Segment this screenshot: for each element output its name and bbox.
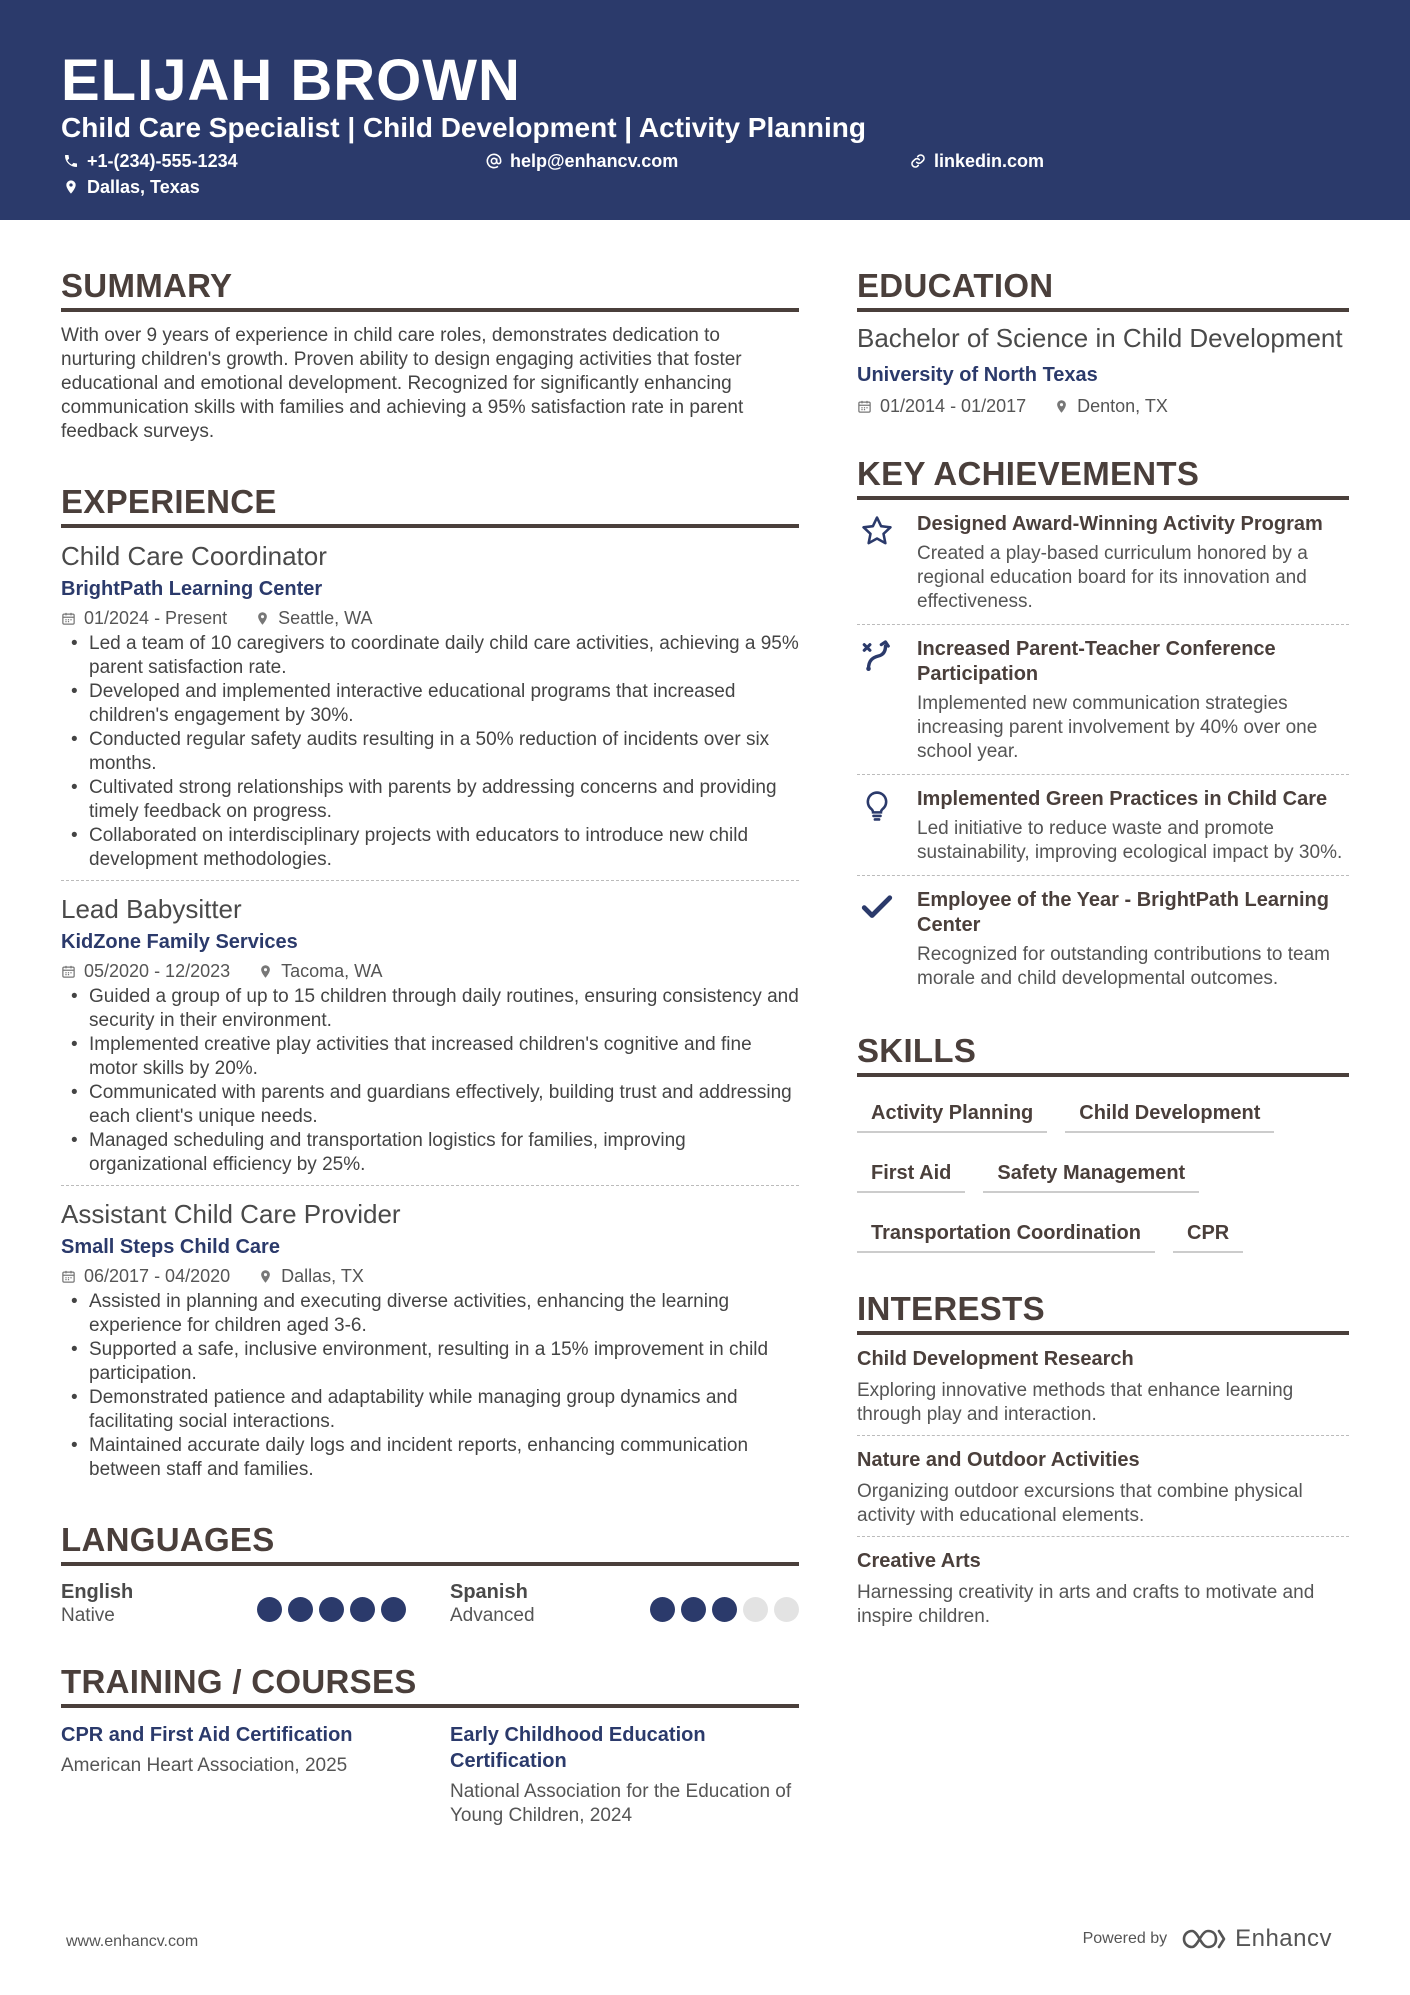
interest-desc: Exploring innovative methods that enhance learning through play and interaction.	[857, 1380, 1294, 1425]
rating-dot-filled	[288, 1597, 313, 1622]
skill-tag: Child Development	[1065, 1095, 1274, 1133]
calendar-icon	[61, 1269, 76, 1284]
bullet-item: • Communicated with parents and guardians effectively, building trust and addressing each client's unique needs.	[61, 1081, 799, 1129]
summary-section	[61, 266, 799, 444]
email-text: help@enhancv.com	[510, 151, 679, 171]
job-bullets	[61, 632, 799, 872]
interest-item	[857, 1335, 1349, 1435]
rating-dot-empty	[743, 1597, 768, 1622]
calendar-icon	[61, 964, 76, 979]
job-title: Lead Babysitter	[61, 894, 242, 924]
job-meta	[61, 959, 799, 983]
job-bullets	[61, 985, 799, 1177]
job-location: Dallas, TX	[281, 1266, 364, 1286]
achievement-title: Employee of the Year - BrightPath Learning Center	[917, 889, 1329, 936]
job-title: Child Care Coordinator	[61, 541, 327, 571]
training-title: Early Childhood Education Certification	[450, 1724, 706, 1772]
achievement-item	[857, 500, 1349, 624]
achievement-title: Implemented Green Practices in Child Care	[917, 788, 1328, 810]
education-dates: 01/2014 - 01/2017	[880, 396, 1027, 416]
calendar-icon	[61, 611, 76, 626]
location-pin-icon	[258, 964, 273, 979]
left-column	[61, 266, 799, 1866]
experience-section	[61, 482, 799, 1490]
rating-dot-filled	[319, 1597, 344, 1622]
section-title: EDUCATION	[857, 266, 1349, 312]
training-org: National Association for the Education of Young Children, 2024	[450, 1781, 792, 1826]
achievement-item	[857, 624, 1349, 774]
language-item	[61, 1580, 450, 1628]
education-meta	[857, 394, 1349, 418]
bullet-item: • Cultivated strong relationships with parents by addressing concerns and providing timely feedback on progress.	[61, 776, 799, 824]
bullet-item: • Implemented creative play activities that increased children's cognitive and fine motor skills by 20%.	[61, 1033, 799, 1081]
interest-title: Nature and Outdoor Activities	[857, 1449, 1140, 1471]
contact-location	[63, 176, 200, 198]
interest-item	[857, 1536, 1349, 1637]
brand-logo	[1181, 1925, 1332, 1953]
language-level: Advanced	[450, 1605, 535, 1626]
section-title: SUMMARY	[61, 266, 799, 312]
skills-section	[857, 1031, 1349, 1253]
bullet-item: • Supported a safe, inclusive environment, resulting in a 15% improvement in child participation.	[61, 1338, 799, 1386]
language-name: English	[61, 1581, 134, 1603]
job-dates: 01/2024 - Present	[84, 608, 228, 628]
interest-title: Creative Arts	[857, 1550, 981, 1572]
rating-dot-filled	[381, 1597, 406, 1622]
candidate-name: ELIJAH BROWN	[61, 48, 521, 113]
bullet-item: • Conducted regular safety audits resulting in a 50% reduction of incidents over six months.	[61, 728, 799, 776]
skill-tag: Transportation Coordination	[857, 1215, 1155, 1253]
rating-dot-empty	[774, 1597, 799, 1622]
training-item	[61, 1722, 450, 1828]
job-dates: 05/2020 - 12/2023	[84, 961, 231, 981]
right-column	[857, 266, 1349, 1675]
job-meta	[61, 606, 799, 630]
school-name: University of North Texas	[857, 364, 1098, 386]
achievement-title: Designed Award-Winning Activity Program	[917, 513, 1323, 535]
language-level: Native	[61, 1605, 115, 1626]
training-list	[61, 1722, 799, 1828]
route-icon	[860, 639, 894, 673]
language-rating	[650, 1590, 799, 1628]
bullet-item: • Collaborated on interdisciplinary projects with educators to introduce new child development methodologies.	[61, 824, 799, 872]
brand-name: Enhancv	[1235, 1925, 1332, 1952]
training-section	[61, 1662, 799, 1828]
location-text: Dallas, Texas	[87, 177, 200, 197]
training-title: CPR and First Aid Certification	[61, 1724, 353, 1746]
rating-dot-filled	[681, 1597, 706, 1622]
bullet-item: • Guided a group of up to 15 children through daily routines, ensuring consistency and security in their environment.	[61, 985, 799, 1033]
location-pin-icon	[258, 1269, 273, 1284]
rating-dot-filled	[712, 1597, 737, 1622]
job-entry	[61, 880, 799, 1185]
interest-desc: Harnessing creativity in arts and crafts to motivate and inspire children.	[857, 1582, 1315, 1627]
achievement-item	[857, 875, 1349, 1001]
job-meta	[61, 1264, 799, 1288]
job-title: Assistant Child Care Provider	[61, 1199, 401, 1229]
bullet-item: • Maintained accurate daily logs and incident reports, enhancing communication between staff and families.	[61, 1434, 799, 1482]
skill-tag: CPR	[1173, 1215, 1243, 1253]
job-location: Tacoma, WA	[281, 961, 383, 981]
interest-desc: Organizing outdoor excursions that combine physical activity with educational elements.	[857, 1481, 1303, 1526]
skill-tag: Safety Management	[983, 1155, 1199, 1193]
location-pin-icon	[255, 611, 270, 626]
education-section	[857, 266, 1349, 418]
contact-phone[interactable]	[63, 150, 238, 172]
interests-section	[857, 1289, 1349, 1637]
job-location: Seattle, WA	[278, 608, 373, 628]
section-title: TRAINING / COURSES	[61, 1662, 799, 1708]
link-icon	[910, 153, 926, 169]
candidate-headline: Child Care Specialist | Child Development | Activity Planning	[61, 112, 867, 143]
achievement-desc: Recognized for outstanding contributions to team morale and child developmental outcomes.	[917, 944, 1330, 989]
job-entry	[61, 1185, 799, 1490]
summary-text: With over 9 years of experience in child care roles, demonstrates dedication to nurturing children's growth. Proven ability to design engaging activities that foster educational and emotional development. Recognized for significantly enhancing communication skills with families and achieving a 95% satisfaction rate in parent feedback surveys.	[61, 325, 744, 442]
job-dates: 06/2017 - 04/2020	[84, 1266, 231, 1286]
enhancv-logo-icon	[1181, 1927, 1227, 1951]
achievement-item	[857, 774, 1349, 875]
language-rating	[257, 1590, 406, 1628]
phone-icon	[63, 153, 79, 169]
languages-section	[61, 1520, 799, 1628]
at-icon	[486, 153, 502, 169]
phone-text: +1-(234)-555-1234	[87, 151, 238, 171]
footer-website[interactable]: www.enhancv.com	[66, 1933, 199, 1950]
section-title: SKILLS	[857, 1031, 1349, 1077]
rating-dot-filled	[650, 1597, 675, 1622]
bullet-item: • Managed scheduling and transportation logistics for families, improving organizational efficiency by 25%.	[61, 1129, 799, 1177]
location-pin-icon	[1054, 399, 1069, 414]
interest-item	[857, 1435, 1349, 1536]
training-item	[450, 1722, 799, 1828]
section-title: KEY ACHIEVEMENTS	[857, 454, 1349, 500]
linkedin-text: linkedin.com	[934, 151, 1045, 171]
job-entry	[61, 528, 799, 880]
section-title: INTERESTS	[857, 1289, 1349, 1335]
achievements-section	[857, 454, 1349, 1001]
section-title: EXPERIENCE	[61, 482, 799, 528]
language-item	[450, 1580, 799, 1628]
location-pin-icon	[63, 179, 79, 195]
bullet-item: • Assisted in planning and executing diverse activities, enhancing the learning experience for children aged 3-6.	[61, 1290, 799, 1338]
company-name: KidZone Family Services	[61, 931, 298, 953]
powered-by-text: Powered by	[1082, 1930, 1168, 1947]
language-name: Spanish	[450, 1581, 528, 1603]
company-name: BrightPath Learning Center	[61, 578, 323, 600]
job-bullets	[61, 1290, 799, 1482]
calendar-icon	[857, 399, 872, 414]
achievement-desc: Implemented new communication strategies increasing parent involvement by 40% over one school year.	[917, 693, 1318, 762]
resume-header	[0, 0, 1410, 220]
skill-tag: Activity Planning	[857, 1095, 1047, 1133]
contact-email[interactable]	[486, 150, 678, 172]
rating-dot-filled	[257, 1597, 282, 1622]
company-name: Small Steps Child Care	[61, 1236, 280, 1258]
section-title: LANGUAGES	[61, 1520, 799, 1566]
bullet-item: • Led a team of 10 caregivers to coordinate daily child care activities, achieving a 95% parent satisfaction rate.	[61, 632, 799, 680]
skill-tag: First Aid	[857, 1155, 965, 1193]
bullet-item: • Developed and implemented interactive educational programs that increased children's engagement by 30%.	[61, 680, 799, 728]
degree: Bachelor of Science in Child Development	[857, 323, 1343, 353]
star-icon	[860, 514, 894, 548]
rating-dot-filled	[350, 1597, 375, 1622]
languages-list	[61, 1580, 799, 1628]
contact-linkedin[interactable]	[910, 150, 1044, 172]
interest-title: Child Development Research	[857, 1348, 1134, 1370]
bullet-item: • Demonstrated patience and adaptability while managing group dynamics and facilitating social interactions.	[61, 1386, 799, 1434]
checkmark-icon	[860, 890, 894, 924]
achievement-desc: Created a play-based curriculum honored by a regional education board for its innovation and effectiveness.	[917, 543, 1308, 612]
training-org: American Heart Association, 2025	[61, 1755, 348, 1776]
achievement-title: Increased Parent-Teacher Conference Participation	[917, 638, 1276, 685]
skills-list	[857, 1095, 1349, 1253]
achievement-desc: Led initiative to reduce waste and promote sustainability, improving ecological impact by 30%.	[917, 818, 1343, 863]
footer-branding[interactable]	[1083, 1925, 1332, 1953]
lightbulb-icon	[860, 789, 894, 823]
education-location: Denton, TX	[1077, 396, 1168, 416]
